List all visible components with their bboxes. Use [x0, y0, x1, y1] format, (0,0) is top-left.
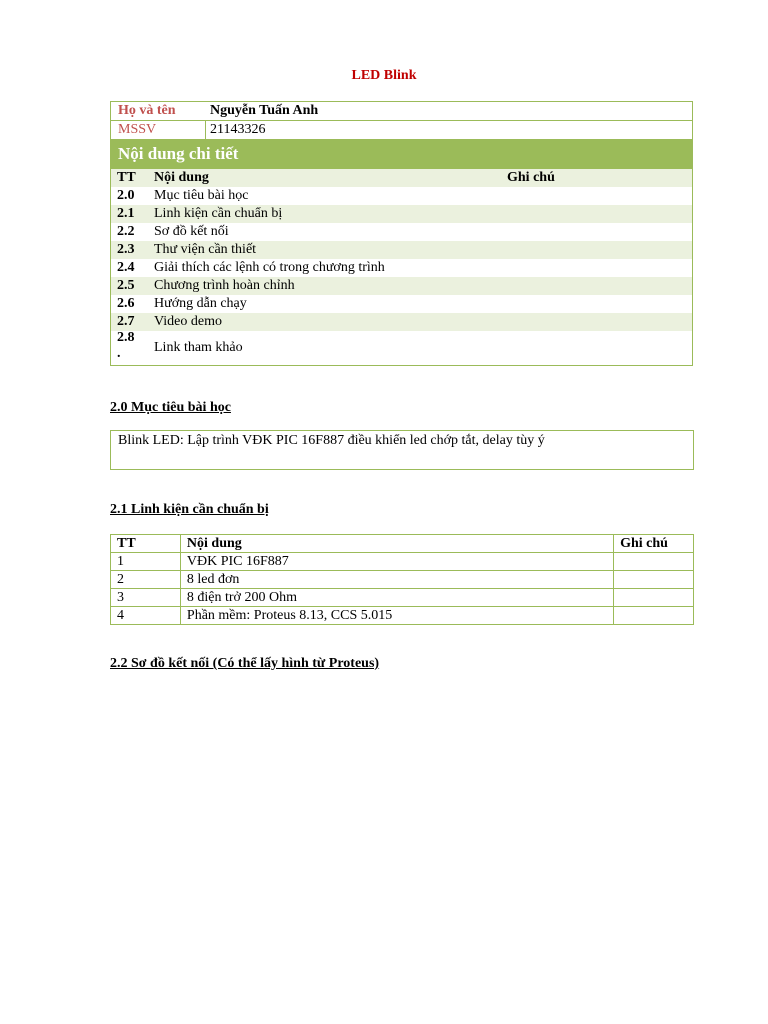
parts-cell-note: [614, 571, 694, 589]
parts-row: [111, 553, 694, 571]
contents-row: [111, 259, 692, 277]
contents-row: [111, 313, 692, 331]
contents-row-number: 2.8 .: [117, 330, 135, 361]
contents-row-text: Link tham khảo: [154, 340, 243, 355]
section-title-parts: 2.1 Linh kiện cần chuẩn bị: [110, 502, 269, 517]
parts-cell-tt: 1: [111, 553, 181, 571]
parts-cell-text: VĐK PIC 16F887: [180, 553, 613, 571]
contents-col-content: Nội dung: [154, 170, 209, 185]
contents-row-number: 2.7: [117, 314, 135, 329]
contents-row-text: Hướng dẫn chạy: [154, 296, 247, 311]
parts-col-note: Ghi chú: [614, 535, 694, 553]
contents-row-text: Thư viện cần thiết: [154, 242, 257, 257]
contents-header-row: [111, 169, 692, 187]
contents-row-number: 2.4: [117, 260, 135, 275]
parts-cell-text: 8 điện trở 200 Ohm: [180, 589, 613, 607]
contents-row-number: 2.0: [117, 188, 135, 203]
info-row-name: [111, 102, 692, 120]
parts-cell-tt: 2: [111, 571, 181, 589]
objective-box: [110, 430, 694, 470]
objective-text: Blink LED: Lập trình VĐK PIC 16F887 điều khiển led chớp tắt, delay tùy ý: [118, 433, 545, 448]
contents-row: [111, 277, 692, 295]
info-divider: [205, 121, 206, 139]
parts-cell-tt: 3: [111, 589, 181, 607]
contents-rows: [111, 187, 692, 365]
parts-table: [110, 534, 694, 625]
contents-col-tt: TT: [117, 170, 136, 185]
contents-row-text: Giải thích các lệnh có trong chương trình: [154, 260, 385, 275]
contents-row: [111, 241, 692, 259]
name-value: Nguyễn Tuấn Anh: [210, 103, 319, 118]
contents-col-note: Ghi chú: [507, 170, 555, 185]
contents-row-text: Video demo: [154, 314, 222, 329]
section-title-diagram: 2.2 Sơ đồ kết nối (Có thể lấy hình từ Proteus): [110, 656, 380, 671]
parts-col-content: Nội dung: [180, 535, 613, 553]
id-label: MSSV: [118, 122, 157, 137]
contents-row-text: Linh kiện cần chuẩn bị: [154, 206, 283, 221]
parts-row: [111, 571, 694, 589]
name-label: Họ và tên: [118, 103, 176, 118]
contents-row-number: 2.6: [117, 296, 135, 311]
contents-row-number: 2.1: [117, 206, 135, 221]
contents-row-number: 2.5: [117, 278, 135, 293]
contents-row: [111, 331, 692, 365]
parts-header-row: [111, 535, 694, 553]
parts-cell-note: [614, 553, 694, 571]
contents-row-text: Chương trình hoàn chỉnh: [154, 278, 295, 293]
document-title: LED Blink: [351, 68, 417, 83]
contents-row-text: Sơ đồ kết nối: [154, 224, 229, 239]
contents-row-text: Mục tiêu bài học: [154, 188, 249, 203]
parts-cell-text: 8 led đơn: [180, 571, 613, 589]
parts-cell-note: [614, 589, 694, 607]
section-title-objective: 2.0 Mục tiêu bài học: [110, 400, 231, 415]
contents-row: [111, 205, 692, 223]
contents-row: [111, 295, 692, 313]
parts-col-tt: TT: [111, 535, 181, 553]
contents-row: [111, 223, 692, 241]
parts-row: [111, 589, 694, 607]
contents-row-number: 2.3: [117, 242, 135, 257]
parts-cell-tt: 4: [111, 607, 181, 625]
parts-row: [111, 607, 694, 625]
contents-heading: Nội dung chi tiết: [111, 139, 692, 169]
contents-row: [111, 187, 692, 205]
parts-cell-note: [614, 607, 694, 625]
id-value: 21143326: [210, 122, 266, 137]
info-row-id: [111, 120, 692, 139]
parts-rows: [111, 553, 694, 625]
info-contents-table: [110, 101, 693, 366]
parts-cell-text: Phần mềm: Proteus 8.13, CCS 5.015: [180, 607, 613, 625]
contents-row-number: 2.2: [117, 224, 135, 239]
